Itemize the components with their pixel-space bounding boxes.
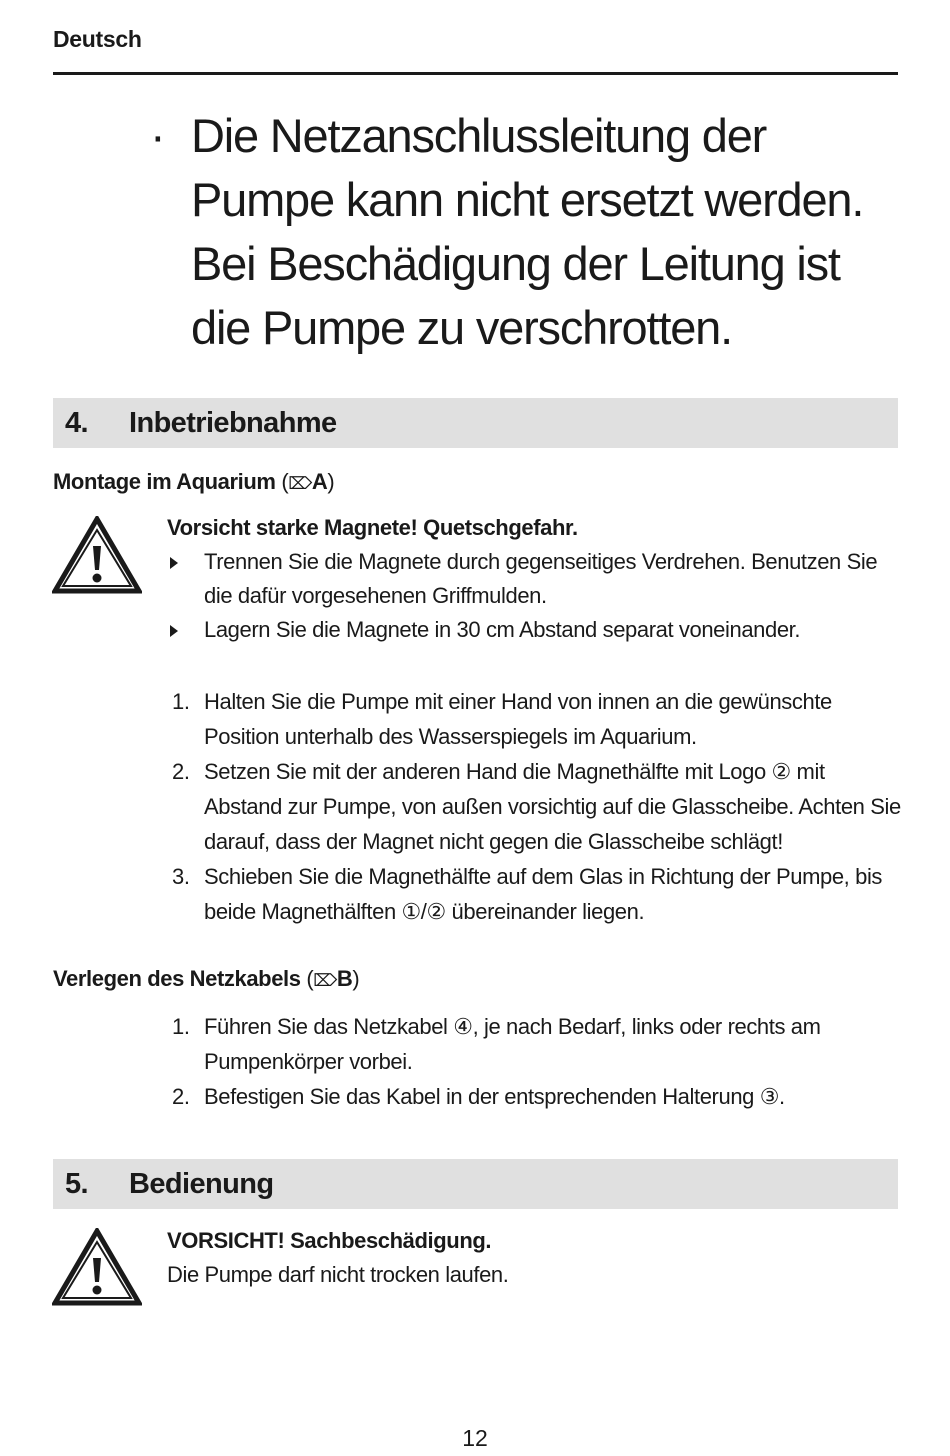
list-item [172, 859, 902, 929]
step-number: 1. [172, 1014, 190, 1039]
step-number: 2. [172, 759, 190, 784]
mounting-steps [172, 684, 902, 929]
step-text: Halten Sie die Pumpe mit einer Hand von innen an die gewünschte Position unterhalb des Wasserspiegels im Aquarium. [204, 689, 832, 749]
list-item [172, 1009, 902, 1079]
figure-ref-open: ( [281, 469, 289, 494]
magnet-warning-title: Vorsicht starke Magnete! Quetschgefahr. [167, 515, 578, 540]
figure-ref-open: ( [306, 966, 314, 991]
list-item [172, 684, 902, 754]
figure-ref-letter: A [311, 469, 328, 494]
step-number: 2. [172, 1084, 190, 1109]
header-language: Deutsch [53, 26, 142, 52]
step-text: Setzen Sie mit der anderen Hand die Magnethälfte mit Logo ② mit Abstand zur Pumpe, von außen vorsichtig auf die Glasscheibe. Achten Sie darauf, dass der Magnet nicht gegen die Glasscheibe schlägt! [204, 759, 901, 854]
intro-note-text: Die Netzanschlussleitung der Pumpe kann nicht ersetzt werden. Bei Beschädigung der Leitung ist die Pumpe zu verschrotten. [191, 109, 864, 354]
section-title: Inbetriebnahme [129, 407, 337, 439]
figure-ref-close: ) [352, 966, 360, 991]
subheading-montage [53, 469, 334, 495]
magnet-warning [167, 511, 907, 647]
list-item [167, 613, 907, 647]
list-item [172, 754, 902, 859]
list-item-text: Lagern Sie die Magnete in 30 cm Abstand separat voneinander. [204, 617, 801, 642]
section-number: 4. [65, 407, 88, 439]
step-text: Schieben Sie die Magnethälfte auf dem Glas in Richtung der Pumpe, bis beide Magnethälften ①/② übereinander liegen. [204, 864, 883, 924]
subheading-netzkabel-text: Verlegen des Netzkabels [53, 966, 301, 991]
intro-note-bullet: · [150, 109, 165, 162]
figure-ref-icon: ⌦ [313, 971, 337, 990]
section-heading-bedienung [53, 1159, 898, 1209]
figure-ref-icon: ⌦ [288, 474, 312, 493]
section-heading-inbetriebnahme [53, 398, 898, 448]
section-number: 5. [65, 1168, 88, 1200]
step-text: Befestigen Sie das Kabel in der entsprechenden Halterung ③. [204, 1084, 785, 1109]
subheading-montage-text: Montage im Aquarium [53, 469, 276, 494]
subheading-netzkabel [53, 966, 359, 992]
page-number: 12 [462, 1425, 488, 1451]
step-text: Führen Sie das Netzkabel ④, je nach Bedarf, links oder rechts am Pumpenkörper vorbei. [204, 1014, 821, 1074]
triangle-bullet-icon [170, 557, 178, 569]
intro-note [150, 104, 910, 360]
warning-triangle-icon [52, 516, 142, 594]
step-number: 3. [172, 864, 190, 889]
warning-triangle-icon [52, 1228, 142, 1306]
magnet-warning-list [167, 545, 907, 647]
figure-ref-close: ) [327, 469, 335, 494]
dry-run-warning-text: Die Pumpe darf nicht trocken laufen. [167, 1262, 509, 1287]
figure-ref-letter: B [336, 966, 353, 991]
triangle-bullet-icon [170, 625, 178, 637]
cable-steps [172, 1009, 902, 1114]
step-number: 1. [172, 689, 190, 714]
dry-run-warning-title: VORSICHT! Sachbeschädigung. [167, 1228, 492, 1253]
header-rule [53, 72, 898, 75]
section-title: Bedienung [129, 1168, 274, 1200]
list-item-text: Trennen Sie die Magnete durch gegenseitiges Verdrehen. Benutzen Sie die dafür vorgesehenen Griffmulden. [204, 549, 878, 608]
dry-run-warning [167, 1224, 907, 1292]
list-item [167, 545, 907, 613]
list-item [172, 1079, 902, 1114]
